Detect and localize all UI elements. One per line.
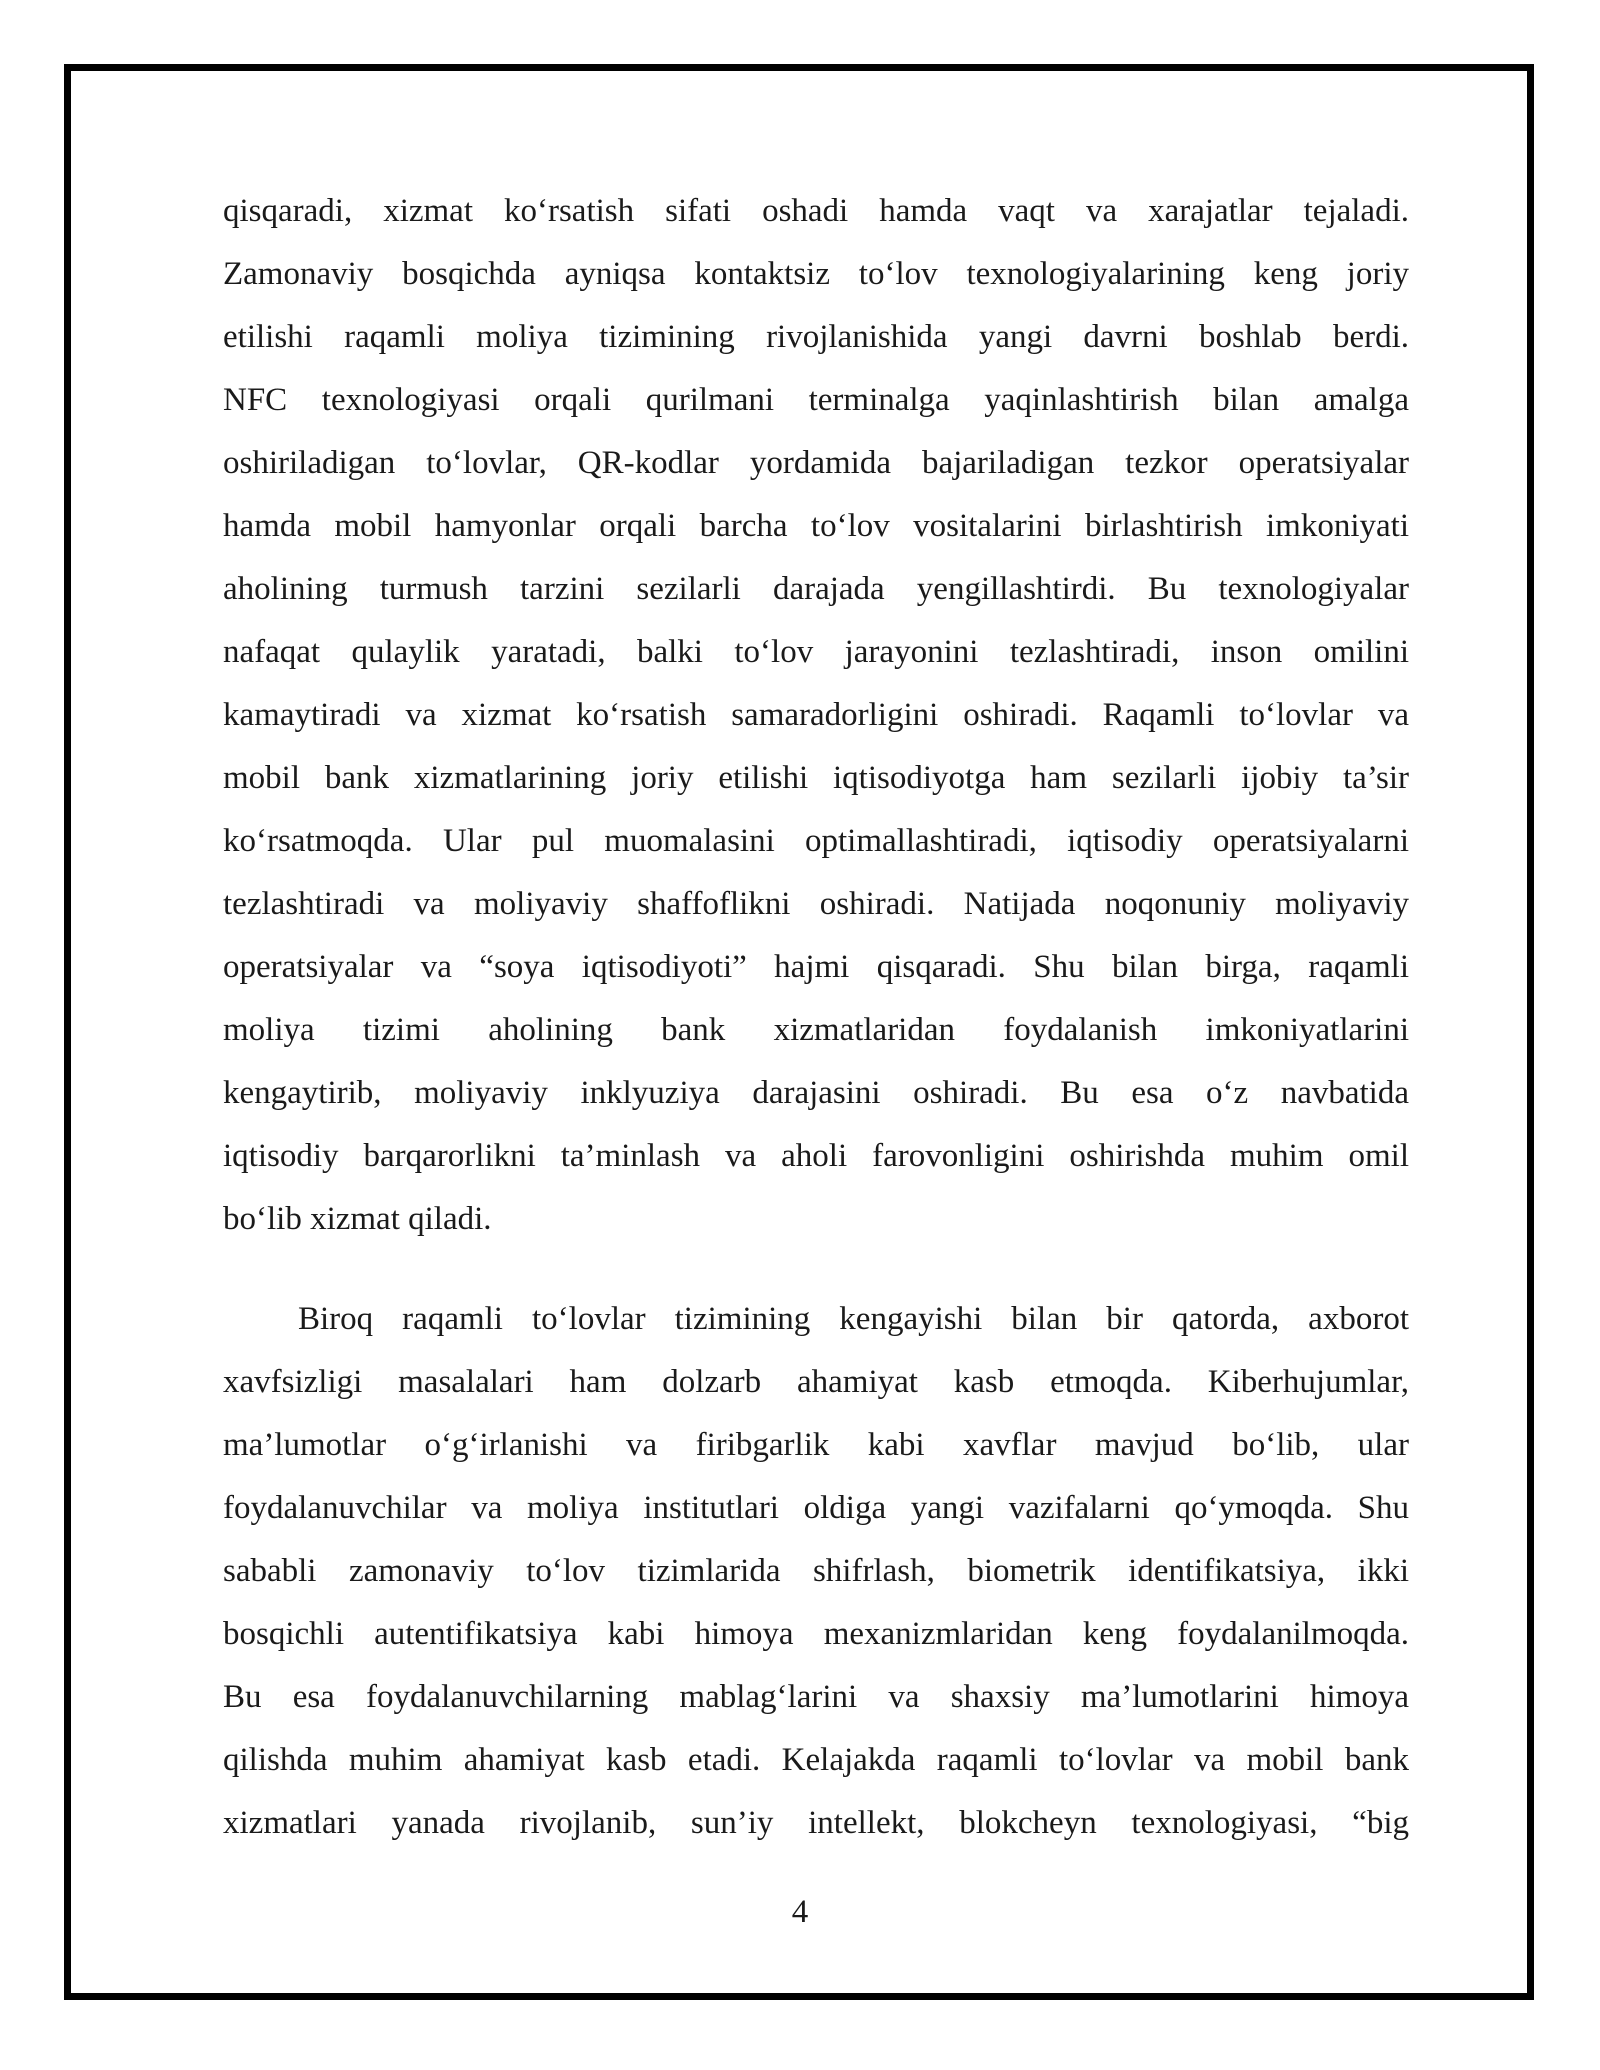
text-line: qilishda muhim ahamiyat kasb etadi. Kelajakda raqamli to‘lovlar va mobil bank bbox=[223, 1742, 1409, 1778]
text-line: kamaytiradi va xizmat ko‘rsatish samaradorligini oshiradi. Raqamli to‘lovlar va bbox=[223, 697, 1409, 733]
text-line: xavfsizligi masalalari ham dolzarb ahamiyat kasb etmoqda. Kiberhujumlar, bbox=[223, 1364, 1409, 1400]
paragraph-spacing bbox=[223, 1251, 1409, 1288]
text-line: Bu esa foydalanuvchilarning mablag‘larini va shaxsiy ma’lumotlarini himoya bbox=[223, 1679, 1409, 1715]
text-line: kengaytirib, moliyaviy inklyuziya darajasini oshiradi. Bu esa o‘z navbatida bbox=[223, 1075, 1409, 1111]
text-line: tezlashtiradi va moliyaviy shaffoflikni oshiradi. Natijada noqonuniy moliyaviy bbox=[223, 886, 1409, 922]
text-line: xizmatlari yanada rivojlanib, sun’iy intellekt, blokcheyn texnologiyasi, “big bbox=[223, 1805, 1409, 1841]
text-line: bo‘lib xizmat qiladi. bbox=[223, 1201, 492, 1237]
text-line: qisqaradi, xizmat ko‘rsatish sifati oshadi hamda vaqt va xarajatlar tejaladi. bbox=[223, 193, 1409, 229]
text-line: NFC texnologiyasi orqali qurilmani terminalga yaqinlashtirish bilan amalga bbox=[223, 382, 1409, 418]
paragraph-2 bbox=[223, 1288, 1409, 1855]
text-line: iqtisodiy barqarorlikni ta’minlash va aholi farovonligini oshirishda muhim omil bbox=[223, 1138, 1409, 1174]
text-line: sababli zamonaviy to‘lov tizimlarida shifrlash, biometrik identifikatsiya, ikki bbox=[223, 1553, 1409, 1589]
text-line: foydalanuvchilar va moliya institutlari oldiga yangi vazifalarni qo‘ymoqda. Shu bbox=[223, 1490, 1409, 1526]
text-line: operatsiyalar va “soya iqtisodiyoti” hajmi qisqaradi. Shu bilan birga, raqamli bbox=[223, 949, 1409, 985]
text-line: hamda mobil hamyonlar orqali barcha to‘lov vositalarini birlashtirish imkoniyati bbox=[223, 508, 1409, 544]
text-line: bosqichli autentifikatsiya kabi himoya mexanizmlaridan keng foydalanilmoqda. bbox=[223, 1616, 1409, 1652]
page-number: 4 bbox=[791, 1894, 809, 1930]
text-line: ma’lumotlar o‘g‘irlanishi va firibgarlik kabi xavflar mavjud bo‘lib, ular bbox=[223, 1427, 1409, 1463]
paragraph-1 bbox=[223, 180, 1409, 1251]
text-line: mobil bank xizmatlarining joriy etilishi iqtisodiyotga ham sezilarli ijobiy ta’sir bbox=[223, 760, 1409, 796]
text-line: oshiriladigan to‘lovlar, QR-kodlar yordamida bajariladigan tezkor operatsiyalar bbox=[223, 445, 1409, 481]
text-line: nafaqat qulaylik yaratadi, balki to‘lov jarayonini tezlashtiradi, inson omilini bbox=[223, 634, 1409, 670]
text-line: etilishi raqamli moliya tizimining rivojlanishida yangi davrni boshlab berdi. bbox=[223, 319, 1409, 355]
text-line: moliya tizimi aholining bank xizmatlaridan foydalanish imkoniyatlarini bbox=[223, 1012, 1409, 1048]
text-line: Zamonaviy bosqichda ayniqsa kontaktsiz to‘lov texnologiyalarining keng joriy bbox=[223, 256, 1409, 292]
document-body bbox=[223, 180, 1409, 1855]
text-line: Biroq raqamli to‘lovlar tizimining kengayishi bilan bir qatorda, axborot bbox=[298, 1301, 1409, 1337]
text-line: ko‘rsatmoqda. Ular pul muomalasini optimallashtiradi, iqtisodiy operatsiyalarni bbox=[223, 823, 1409, 859]
text-line: aholining turmush tarzini sezilarli darajada yengillashtirdi. Bu texnologiyalar bbox=[223, 571, 1409, 607]
